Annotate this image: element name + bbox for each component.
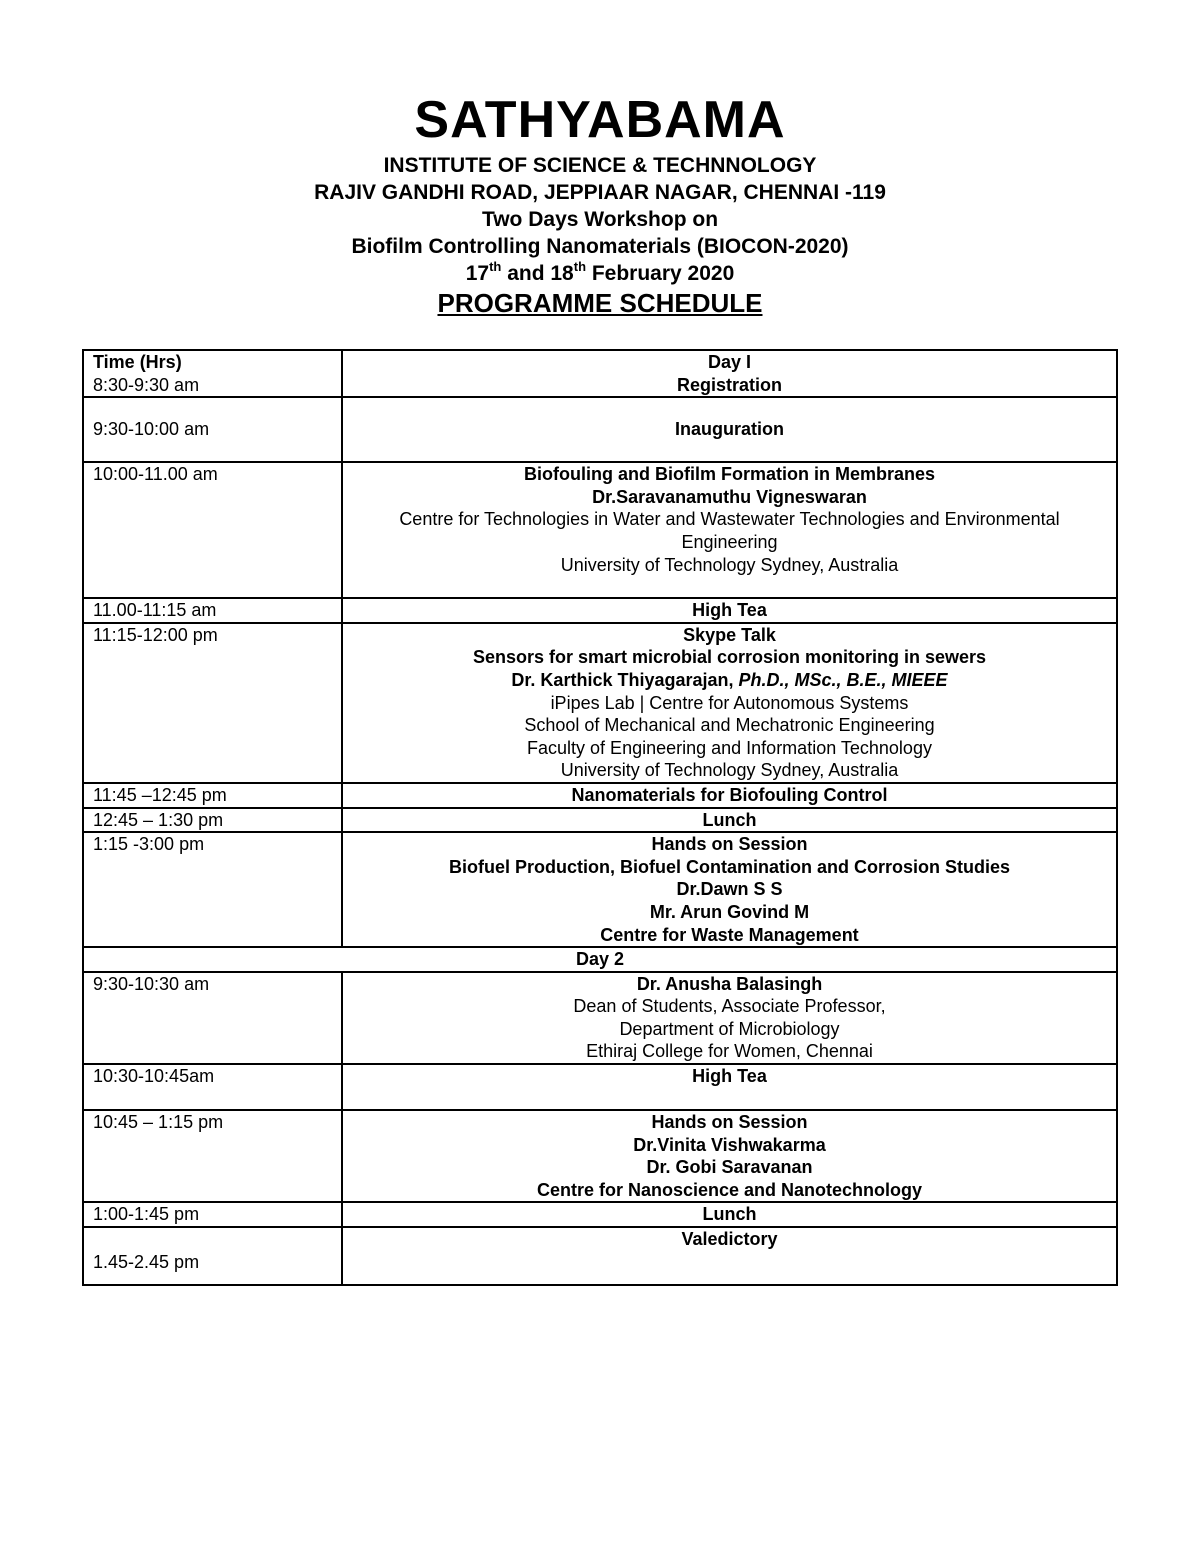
affiliation-line: Ethiraj College for Women, Chennai	[586, 1041, 873, 1062]
time-cell	[83, 832, 342, 947]
table-row	[83, 462, 1117, 598]
centre-name: Centre for Waste Management	[600, 924, 859, 945]
time-value: 11:45 –12:45 pm	[93, 784, 227, 805]
session-cell	[342, 1202, 1117, 1227]
time-value: 11.00-11:15 am	[93, 600, 217, 621]
session-title: Valedictory	[681, 1229, 778, 1250]
affiliation-line: University of Technology Sydney, Australia	[560, 554, 899, 575]
session-title: High Tea	[692, 1066, 767, 1087]
session-title: Hands on Session	[651, 1112, 808, 1133]
workshop-title: Biofilm Controlling Nanomaterials (BIOCON-2020)	[351, 235, 849, 258]
date-day1: 17	[465, 262, 490, 285]
document-header	[0, 88, 1200, 319]
table-row	[83, 972, 1117, 1064]
session-cell	[342, 462, 1117, 598]
table-row	[83, 1064, 1117, 1110]
workshop-intro: Two Days Workshop on	[481, 208, 719, 231]
date-rest: February 2020	[586, 262, 735, 285]
date-sup1: th	[489, 259, 502, 274]
session-cell	[342, 808, 1117, 833]
session-title: Nanomaterials for Biofouling Control	[571, 784, 888, 805]
session-title: Registration	[676, 374, 782, 395]
time-value: 10:00-11.00 am	[93, 464, 218, 485]
table-row	[83, 783, 1117, 808]
time-cell	[83, 598, 342, 623]
time-cell	[83, 783, 342, 808]
table-row	[83, 350, 1117, 397]
session-cell	[342, 832, 1117, 947]
time-value: 8:30-9:30 am	[93, 374, 200, 395]
session-cell	[342, 1227, 1117, 1285]
session-cell	[342, 397, 1117, 462]
session-cell	[342, 350, 1117, 397]
workshop-dates	[0, 260, 1200, 287]
affiliation-line: School of Mechanical and Mechatronic Engineering	[524, 715, 935, 736]
institution-name: SATHYABAMA	[414, 91, 786, 149]
speaker-name: Dr.Dawn S S	[676, 879, 783, 900]
programme-schedule-table	[82, 349, 1118, 1286]
time-value: 9:30-10:00 am	[93, 419, 210, 440]
time-cell	[83, 1110, 342, 1202]
affiliation-line: Engineering	[681, 531, 778, 552]
session-cell	[342, 598, 1117, 623]
speaker-credentials: Ph.D., MSc., B.E., MIEEE	[738, 669, 948, 690]
time-value: 10:45 – 1:15 pm	[93, 1112, 224, 1133]
time-cell	[83, 397, 342, 462]
speaker-line	[343, 669, 1116, 692]
table-row	[83, 832, 1117, 947]
table-row	[83, 1227, 1117, 1285]
session-title: Biofouling and Biofilm Formation in Membranes	[523, 464, 935, 485]
time-cell	[83, 350, 342, 397]
day1-header: Day I	[707, 352, 752, 372]
session-title: Lunch	[702, 809, 757, 830]
affiliation-line: iPipes Lab | Centre for Autonomous Systems	[550, 692, 909, 713]
table-row	[83, 1110, 1117, 1202]
speaker-name: Dr. Gobi Saravanan	[646, 1157, 813, 1178]
time-value: 1:15 -3:00 pm	[93, 834, 205, 855]
time-cell	[83, 808, 342, 833]
table-row	[83, 808, 1117, 833]
day2-header: Day 2	[575, 949, 625, 970]
time-value: 12:45 – 1:30 pm	[93, 809, 224, 830]
time-value: 11:15-12:00 pm	[93, 624, 218, 645]
session-cell	[342, 972, 1117, 1064]
speaker-name: Mr. Arun Govind M	[649, 901, 810, 922]
day2-cell	[83, 947, 1117, 972]
affiliation-line: Department of Microbiology	[619, 1018, 840, 1039]
session-title: Lunch	[702, 1204, 757, 1225]
session-cell	[342, 623, 1117, 783]
time-value: 1.45-2.45 pm	[93, 1252, 200, 1273]
session-title: High Tea	[692, 600, 767, 621]
time-cell	[83, 1227, 342, 1285]
session-title: Hands on Session	[651, 834, 808, 855]
time-cell	[83, 1202, 342, 1227]
time-value: 10:30-10:45am	[93, 1066, 215, 1087]
session-topic: Biofuel Production, Biofuel Contamination and Corrosion Studies	[449, 856, 1010, 877]
time-cell	[83, 462, 342, 598]
speaker-name: Dr. Karthick Thiyagarajan,	[511, 669, 739, 690]
table-row	[83, 598, 1117, 623]
session-title: Skype Talk	[683, 624, 776, 645]
speaker-name: Dr.Saravanamuthu Vigneswaran	[592, 486, 867, 507]
table-row	[83, 1202, 1117, 1227]
session-title: Inauguration	[675, 419, 784, 440]
centre-name: Centre for Nanoscience and Nanotechnology	[536, 1179, 923, 1200]
table-row	[83, 397, 1117, 462]
time-cell	[83, 623, 342, 783]
speaker-name: Dr.Vinita Vishwakarma	[633, 1134, 826, 1155]
institute-address: RAJIV GANDHI ROAD, JEPPIAAR NAGAR, CHENNAI -119	[314, 181, 886, 204]
session-cell	[342, 1064, 1117, 1110]
talk-topic: Sensors for smart microbial corrosion monitoring in sewers	[472, 647, 987, 668]
speaker-name: Dr. Anusha Balasingh	[636, 973, 823, 994]
date-and: and 18	[501, 262, 574, 285]
time-cell	[83, 1064, 342, 1110]
time-cell	[83, 972, 342, 1064]
session-cell	[342, 1110, 1117, 1202]
affiliation-line: Faculty of Engineering and Information Technology	[527, 737, 932, 758]
time-column-header: Time (Hrs)	[93, 352, 182, 372]
affiliation-line: Dean of Students, Associate Professor,	[573, 996, 886, 1017]
affiliation-line: Centre for Technologies in Water and Wastewater Technologies and Environmental	[399, 509, 1060, 530]
table-row	[83, 947, 1117, 972]
table-row	[83, 623, 1117, 783]
session-cell	[342, 783, 1117, 808]
affiliation-line: University of Technology Sydney, Australia	[560, 760, 899, 781]
time-value: 1:00-1:45 pm	[93, 1204, 200, 1225]
schedule-title: PROGRAMME SCHEDULE	[437, 288, 763, 318]
institute-subtitle: INSTITUTE OF SCIENCE & TECHNNOLOGY	[383, 154, 817, 177]
date-sup2: th	[573, 259, 587, 274]
time-value: 9:30-10:30 am	[93, 973, 210, 994]
